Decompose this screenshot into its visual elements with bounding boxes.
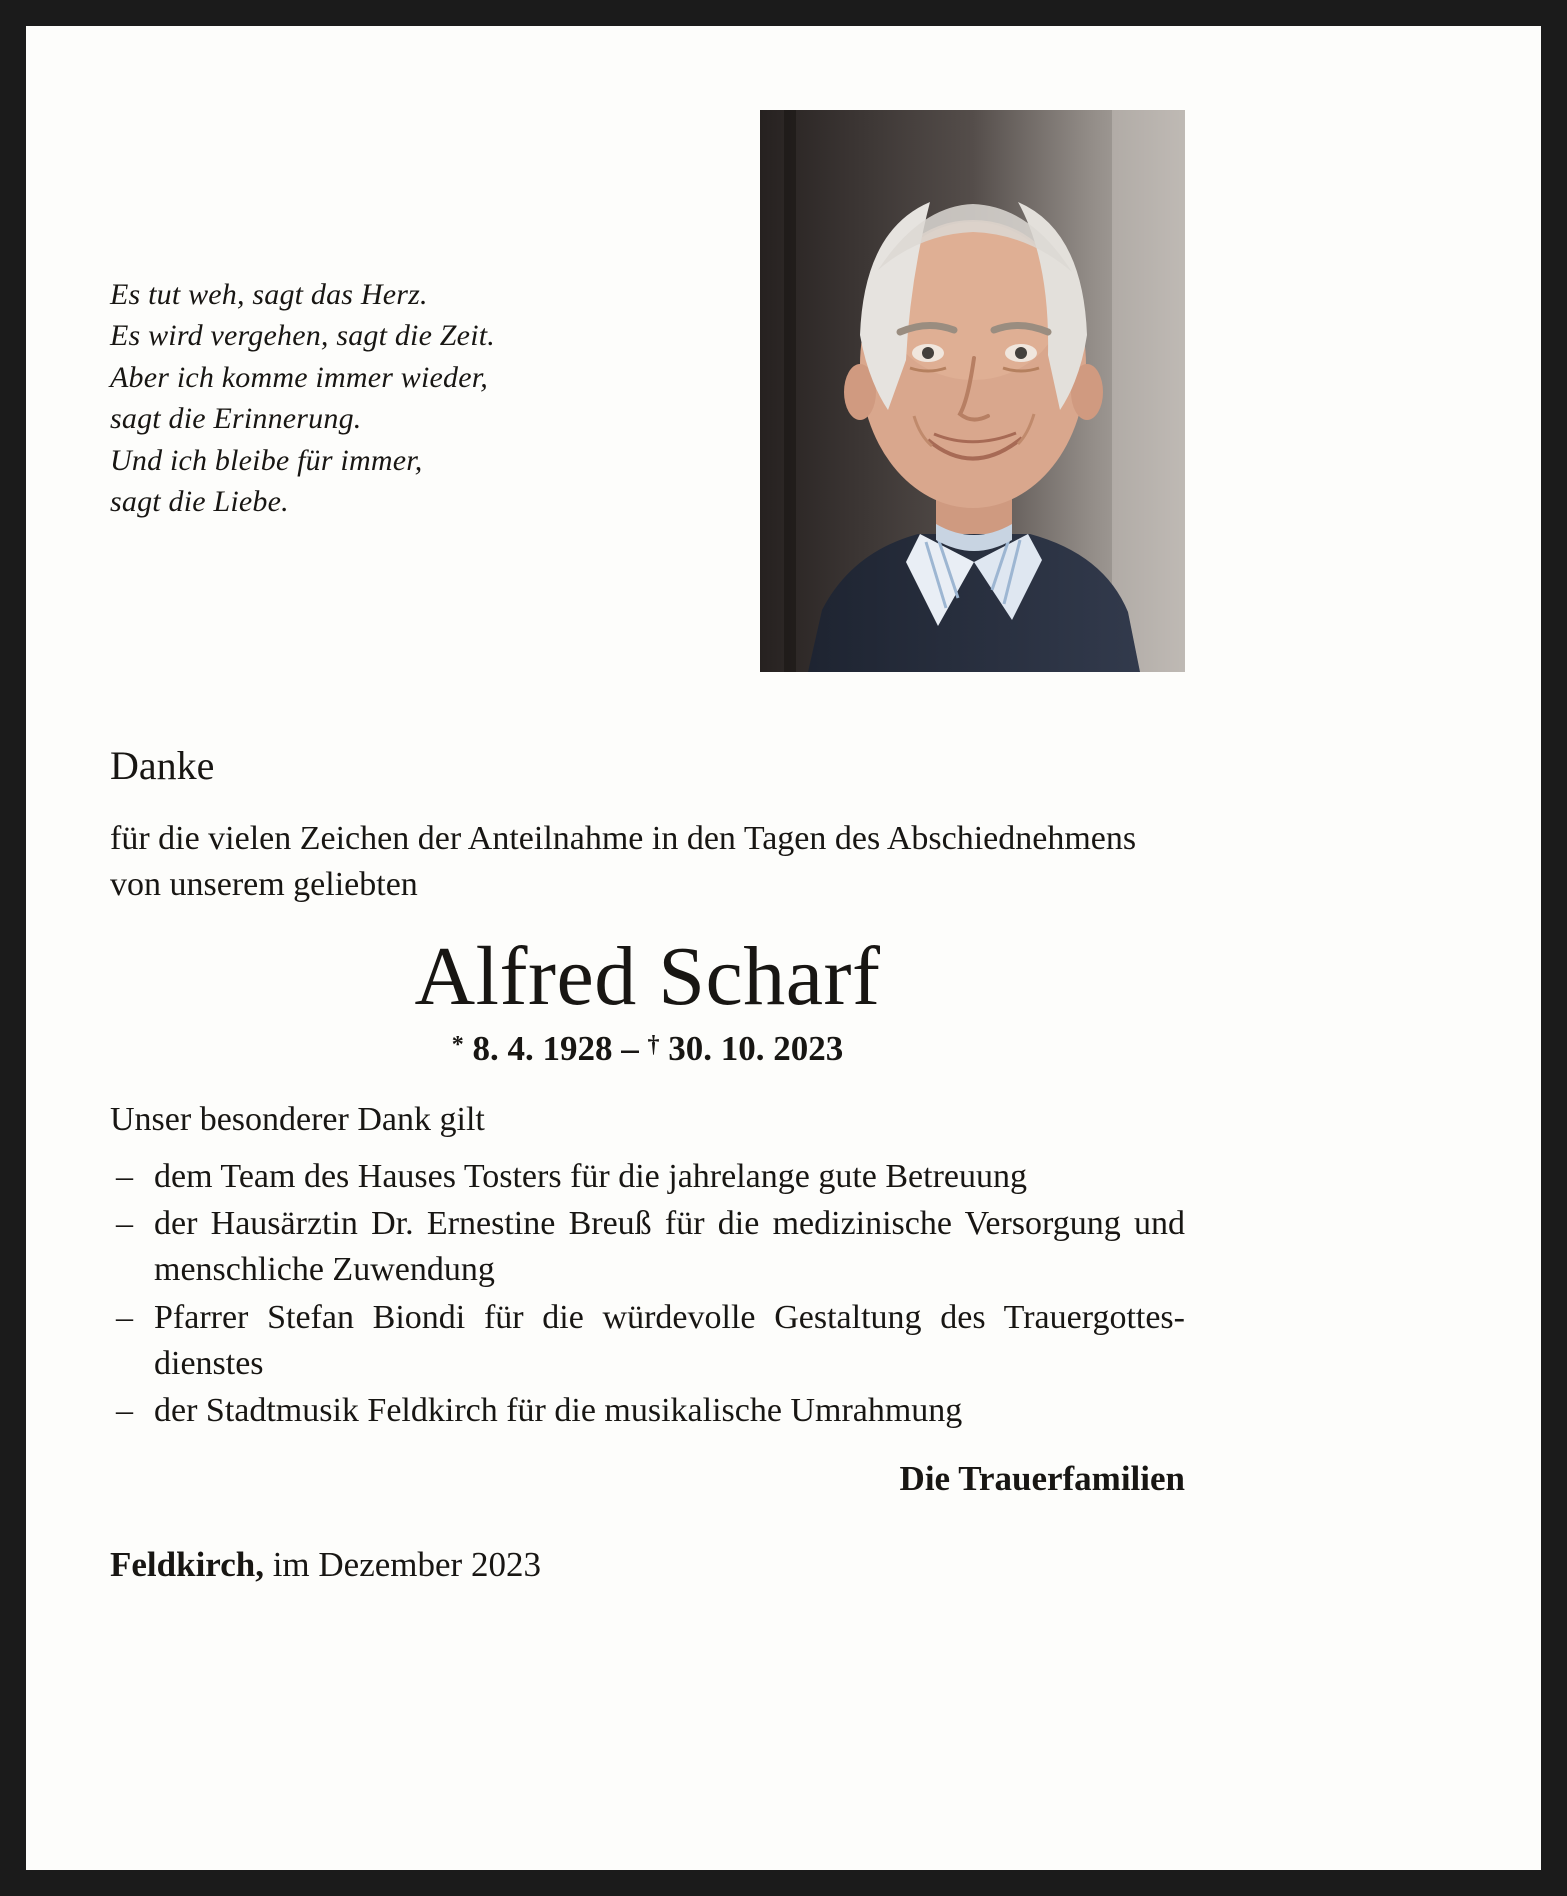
poem-line: Und ich bleibe für immer, [110, 443, 423, 477]
place: Feldkirch, [110, 1545, 264, 1585]
poem-line: sagt die Erinnerung. [110, 402, 362, 436]
special-thanks-heading: Unser besonderer Dank gilt [110, 1100, 485, 1138]
thanks-item-text: Pfarrer Stefan Biondi für die würdevolle Gestaltung des Trauergottesdienstes [154, 1298, 1185, 1382]
date: im Dezember 2023 [272, 1545, 541, 1585]
list-dash: – [116, 1298, 133, 1336]
list-dash: – [116, 1205, 133, 1243]
poem [110, 274, 495, 522]
thanks-item-text: dem Team des Hauses Tosters für die jahrelange gute Betreuung [154, 1157, 1027, 1195]
portrait-photo [760, 110, 1185, 672]
thanks-heading: Danke [110, 743, 215, 788]
thanks-item [110, 1388, 1185, 1434]
intro-text: für die vielen Zeichen der Anteilnahme in den Tagen des Abschiednehmens von unserem geliebten [110, 820, 1137, 903]
mourning-families-signature: Die Trauerfamilien [899, 1459, 1185, 1499]
deceased-name: Alfred Scharf [414, 930, 881, 1024]
thanks-item [110, 1295, 1185, 1387]
thanks-item-text: der Stadtmusik Feldkirch für die musikalische Umrahmung [154, 1392, 963, 1430]
thanks-item-text: der Hausärztin Dr. Ernestine Breuß für die medizinische Versorgung und menschliche Zuwendung [154, 1205, 1185, 1289]
birth-date: 8. 4. 1928 [472, 1028, 613, 1068]
death-date: 30. 10. 2023 [668, 1028, 844, 1068]
thanks-item [110, 1154, 1185, 1200]
poem-line: Aber ich komme immer wieder, [110, 360, 489, 394]
poem-line: Es tut weh, sagt das Herz. [110, 278, 428, 311]
poem-line: sagt die Liebe. [110, 484, 289, 518]
place-date-line [110, 1544, 1185, 1586]
life-dates [110, 1028, 1185, 1070]
poem-line: Es wird vergehen, sagt die Zeit. [110, 319, 495, 353]
top-section [110, 26, 1185, 672]
list-dash: – [116, 1157, 133, 1195]
death-symbol: † [647, 1031, 660, 1058]
card-content [26, 26, 1185, 1586]
thanks-item [110, 1201, 1185, 1293]
dates-separator: – [621, 1028, 639, 1068]
thanks-list [110, 1154, 1185, 1434]
birth-symbol: * [451, 1031, 464, 1058]
list-dash: – [116, 1392, 133, 1430]
